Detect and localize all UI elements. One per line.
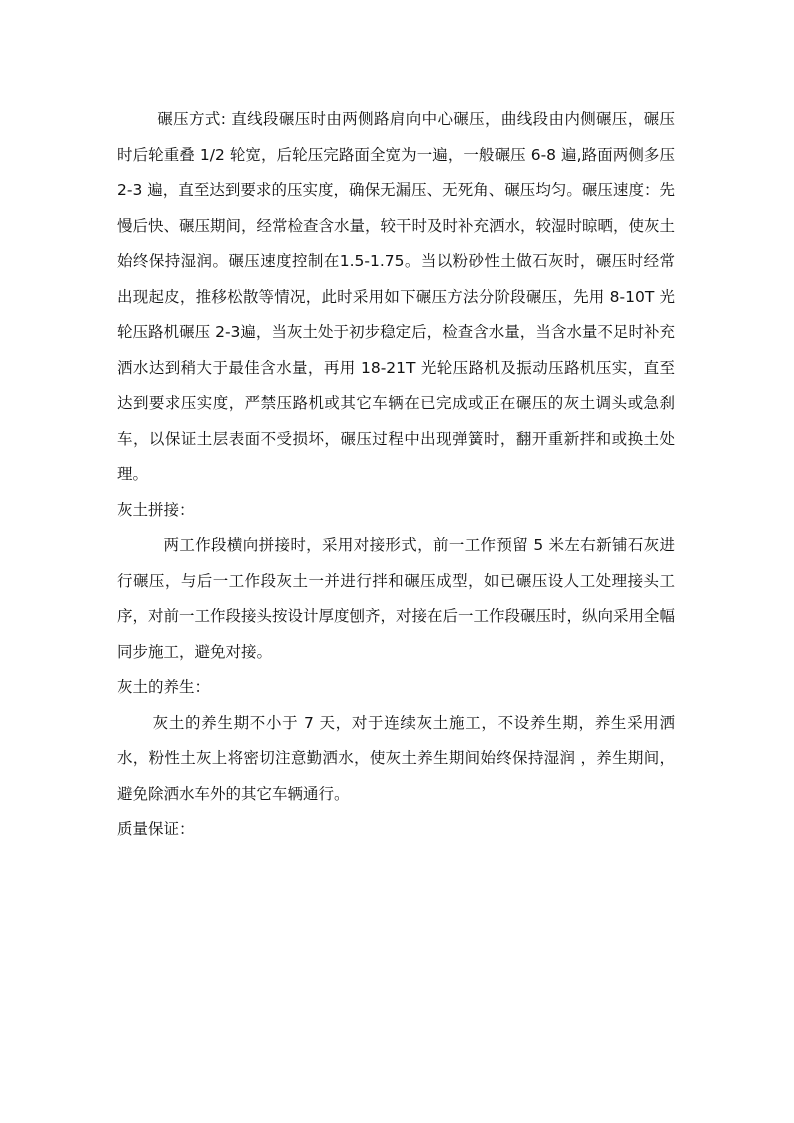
document-body [117, 102, 675, 848]
curing-paragraph: 灰土的养生期不小于 7 天，对于连续灰土施工，不设养生期，养生采用洒水，粉性土灰上将密切注意勤洒水，使灰土养生期间始终保持湿润 ，养生期间，避免除洒水车外的其它车辆通行。 [117, 713, 675, 803]
quality-heading: 质量保证： [117, 820, 195, 838]
joint-heading: 灰土拼接： [117, 500, 195, 519]
compaction-paragraph: 碾压方式: 直线段碾压时由两侧路肩向中心碾压，曲线段由内侧碾压，碾压时后轮重叠 1/2 轮宽，后轮压完路面全宽为一遍，一般碾压 6-8 遍,路面两侧多压 2-3 遍，直至达到要求的压实度，确保无漏压、无死角、碾压均匀。碾压速度：先慢后快、碾压期间，经常检查含水量，较干时及时补充洒水，较湿时晾晒，使灰土始终保持湿润。碾压速度控制在1.5-1.75。当以粉砂性土做石灰时，碾压时经常出现起皮，推移松散等情况，此时采用如下碾压方法分阶段碾压，先用 8-10T 光轮压路机碾压 2-3遍，当灰土处于初步稳定后，检查含水量，当含水量不足时补充洒水达到稍大于最佳含水量，再用 18-21T 光轮压路机及振动压路机压实，直至达到要求压实度，严禁压路机或其它车辆在已完成或正在碾压的灰土调头或急刹车，以保证土层表面不受损坏，碾压过程中出现弹簧时，翻开重新拌和或换土处理。 [117, 110, 676, 483]
joint-paragraph: 两工作段横向拼接时，采用对接形式，前一工作预留 5 米左右新铺石灰进行碾压，与后一工作段灰土一并进行拌和碾压成型，如已碾压设人工处理接头工序，对前一工作段接头按设计厚度刨齐，对接在后一工作段碾压时，纵向采用全幅同步施工，避免对接。 [117, 536, 676, 661]
curing-heading: 灰土的养生： [117, 678, 211, 696]
